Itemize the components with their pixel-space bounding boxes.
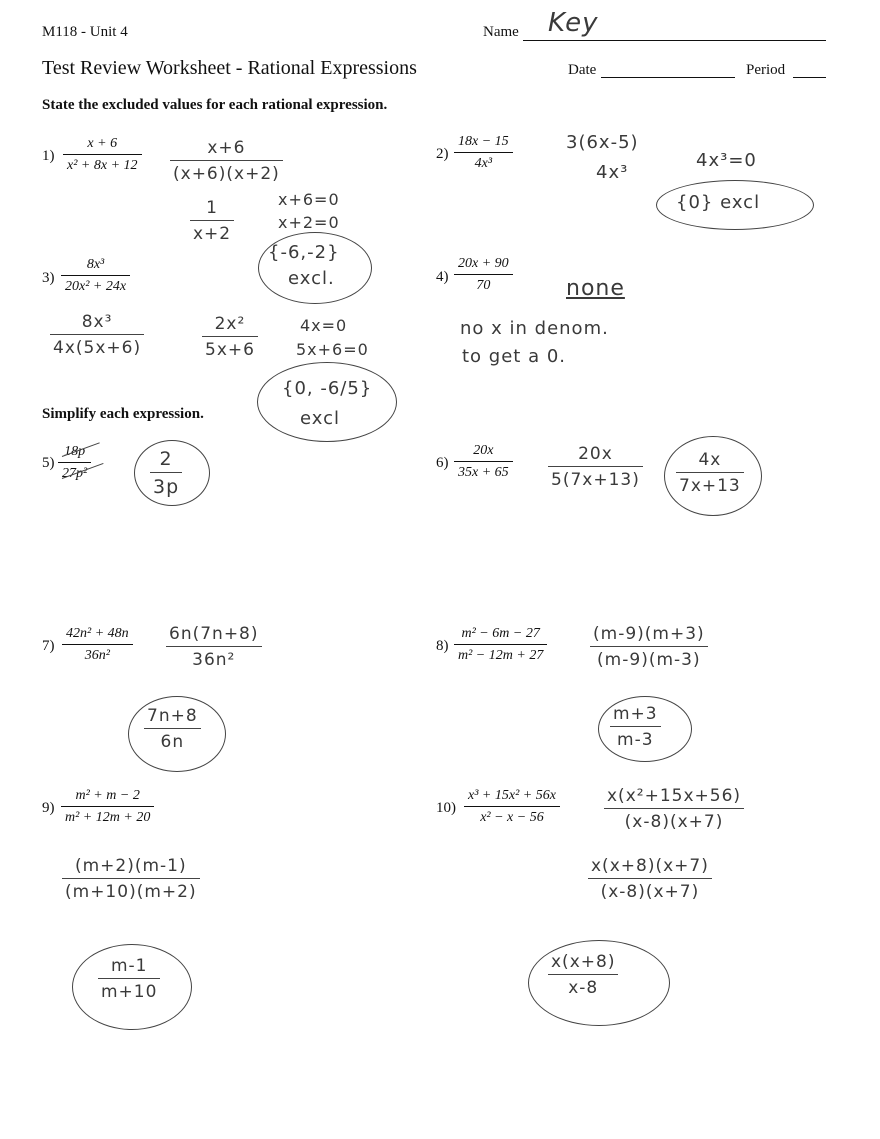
p3-answer-set: {0, -6/5} bbox=[282, 378, 373, 399]
p10-work-1: $\frac{\text{x(x²+15x+56)}}{(x-8)(x+7)}$ bbox=[604, 786, 744, 832]
page-title: Test Review Worksheet - Rational Expressions bbox=[42, 57, 417, 79]
p7-work: $\frac{6n(7n+8)}{\text{36n²}}$ bbox=[166, 624, 262, 670]
problem-9-label: 9) bbox=[42, 800, 55, 816]
problem-4-denominator: 70 bbox=[476, 278, 491, 293]
p2-work-num: 3(6x-5) bbox=[566, 132, 639, 153]
problem-7-label: 7) bbox=[42, 638, 55, 654]
p6-answer: $\frac{4x}{7x+13}$ bbox=[676, 450, 744, 496]
problem-1-numerator: x + 6 bbox=[63, 136, 142, 155]
p3-eq1: 4x=0 bbox=[300, 316, 348, 335]
problem-6-expression bbox=[454, 443, 513, 481]
problem-9-denominator: m² + 12m + 20 bbox=[65, 810, 151, 825]
problem-6-denominator: 35x + 65 bbox=[458, 465, 509, 480]
p1-work: $\frac{x+6}{(x+6)(x+2)}$ bbox=[170, 138, 283, 184]
p3-simplified: $\frac{\text{2x²}}{5x+6}$ bbox=[202, 314, 258, 360]
p4-note-2: to get a 0. bbox=[462, 346, 566, 367]
problem-3-denominator: 20x² + 24x bbox=[65, 279, 127, 294]
section-excluded: State the excluded values for each rational expression. bbox=[42, 97, 388, 113]
problem-8-numerator: m² − 6m − 27 bbox=[454, 626, 547, 645]
p7-answer: $\frac{7n+8}{6n}$ bbox=[144, 706, 201, 752]
problem-9-expression bbox=[61, 788, 154, 826]
problem-1-denominator: x² + 8x + 12 bbox=[67, 158, 138, 173]
p3-eq2: 5x+6=0 bbox=[296, 340, 369, 359]
problem-10-numerator: x³ + 15x² + 56x bbox=[464, 788, 560, 807]
p6-work: $\frac{20x}{5(7x+13)}$ bbox=[548, 444, 643, 490]
problem-2-denominator: 4x³ bbox=[474, 156, 493, 171]
p3-answer-circle bbox=[257, 362, 397, 442]
problem-6-numerator: 20x bbox=[454, 443, 513, 462]
p2-work-den: 4x³ bbox=[596, 162, 629, 183]
period-line bbox=[793, 77, 826, 78]
problem-9-numerator: m² + m − 2 bbox=[61, 788, 154, 807]
problem-3-expression bbox=[61, 257, 130, 295]
p3-answer-excl: excl bbox=[300, 408, 340, 429]
problem-2-label: 2) bbox=[436, 146, 449, 162]
problem-8-denominator: m² − 12m + 27 bbox=[458, 648, 544, 663]
p4-note-1: no x in denom. bbox=[460, 318, 609, 339]
p9-work: $\frac{(m+2)(m-1)}{(m+10)(m+2)}$ bbox=[62, 856, 200, 902]
name-line bbox=[523, 40, 826, 41]
problem-5-label: 5) bbox=[42, 455, 55, 471]
p1-eq1: x+6=0 bbox=[278, 190, 340, 209]
problem-1-expression bbox=[63, 136, 142, 174]
p9-answer: $\frac{m-1}{m+10}$ bbox=[98, 956, 160, 1002]
problem-8-label: 8) bbox=[436, 638, 449, 654]
period-label: Period bbox=[746, 62, 786, 78]
p4-answer: none bbox=[566, 276, 625, 301]
problem-10-label: 10) bbox=[436, 800, 456, 816]
problem-7-numerator: 42n² + 48n bbox=[62, 626, 133, 645]
date-label: Date bbox=[568, 62, 597, 78]
problem-3-label: 3) bbox=[42, 270, 55, 286]
p2-answer: {0} excl bbox=[676, 192, 761, 213]
p1-simplified: $\frac{1}{x+2}$ bbox=[190, 198, 234, 244]
p8-work: $\frac{(m-9)(m+3)}{(m-9)(m-3)}$ bbox=[590, 624, 708, 670]
problem-7-expression bbox=[62, 626, 133, 664]
course-label: M118 - Unit 4 bbox=[42, 24, 128, 40]
problem-8-expression bbox=[454, 626, 547, 664]
name-value: Key bbox=[548, 8, 599, 38]
problem-5-numerator: 18p bbox=[58, 444, 91, 463]
p8-answer: $\frac{m+3}{m-3}$ bbox=[610, 704, 661, 750]
problem-10-denominator: x² − x − 56 bbox=[480, 810, 544, 825]
p1-answer-excl: excl. bbox=[288, 268, 335, 289]
problem-7-denominator: 36n² bbox=[84, 648, 110, 663]
section-simplify: Simplify each expression. bbox=[42, 406, 204, 422]
problem-10-expression bbox=[464, 788, 560, 826]
problem-4-expression bbox=[454, 256, 513, 294]
problem-4-label: 4) bbox=[436, 269, 449, 285]
p5-answer: $\frac{2}{3p}$ bbox=[150, 448, 182, 498]
name-label: Name bbox=[483, 24, 519, 40]
problem-3-numerator: 8x³ bbox=[61, 257, 130, 276]
problem-1-label: 1) bbox=[42, 148, 55, 164]
p1-eq2: x+2=0 bbox=[278, 213, 340, 232]
problem-2-expression bbox=[454, 134, 513, 172]
p10-work-2: $\frac{x(x+8)(x+7)}{(x-8)(x+7)}$ bbox=[588, 856, 712, 902]
p10-answer: $\frac{x(x+8)}{x-8}$ bbox=[548, 952, 618, 998]
p2-eq: 4x³=0 bbox=[696, 150, 757, 171]
p1-answer-set: {-6,-2} bbox=[268, 242, 340, 263]
date-line bbox=[601, 77, 735, 78]
problem-2-numerator: 18x − 15 bbox=[454, 134, 513, 153]
problem-4-numerator: 20x + 90 bbox=[454, 256, 513, 275]
problem-6-label: 6) bbox=[436, 455, 449, 471]
problem-5-denominator: 27p² bbox=[62, 466, 88, 481]
p3-work: $\frac{\text{8x³}}{4x(5x+6)}$ bbox=[50, 312, 144, 358]
